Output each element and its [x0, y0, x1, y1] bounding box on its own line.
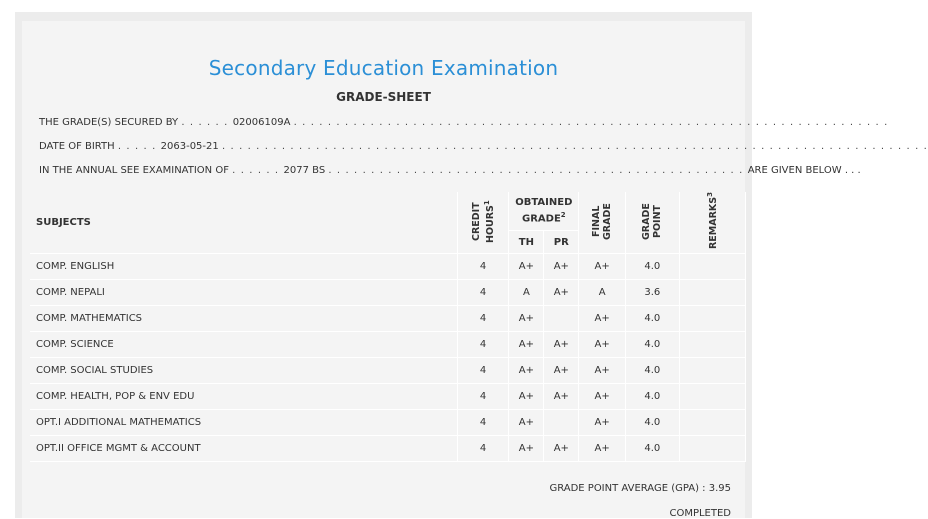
remarks-cell	[679, 436, 745, 462]
subject-cell: COMP. ENGLISH	[30, 254, 457, 280]
credit-cell: 4	[457, 384, 509, 410]
th-grade-cell: A+	[509, 410, 544, 436]
gpa-label: GRADE POINT AVERAGE (GPA) :	[549, 483, 706, 494]
remarks-cell	[679, 410, 745, 436]
subject-cell: COMP. HEALTH, POP & ENV EDU	[30, 384, 457, 410]
pr-grade-cell: A+	[544, 254, 579, 280]
remarks-cell	[679, 384, 745, 410]
th-header: TH	[509, 231, 544, 254]
pr-grade-cell: A+	[544, 358, 579, 384]
exam-line: IN THE ANNUAL SEE EXAMINATION OF . . . . . . 2077 BS . . . . . . . . . . . . . . . . . . . . . . . . . . . . . . . . . . . . . . . . . . . . . . . . . ARE GIVEN BELOW . . .	[39, 165, 861, 176]
credit-cell: 4	[457, 280, 509, 306]
th-grade-cell: A+	[509, 384, 544, 410]
remarks-cell	[679, 280, 745, 306]
page-subtitle: GRADE-SHEET	[336, 90, 431, 104]
remarks-cell	[679, 332, 745, 358]
grade-point-cell: 4.0	[625, 254, 679, 280]
grade-point-cell: 4.0	[625, 436, 679, 462]
dob-value: 2063-05-21	[160, 141, 219, 152]
pr-grade-cell	[544, 410, 579, 436]
subject-cell: COMP. SOCIAL STUDIES	[30, 358, 457, 384]
remarks-cell	[679, 254, 745, 280]
th-grade-cell: A+	[509, 436, 544, 462]
remarks-cell	[679, 306, 745, 332]
grade-point-cell: 4.0	[625, 384, 679, 410]
pr-grade-cell	[544, 306, 579, 332]
status-text: COMPLETED	[669, 508, 731, 519]
subject-cell: COMP. NEPALI	[30, 280, 457, 306]
subject-cell: OPT.II OFFICE MGMT & ACCOUNT	[30, 436, 457, 462]
credit-cell: 4	[457, 410, 509, 436]
subject-cell: COMP. SCIENCE	[30, 332, 457, 358]
page-title: Secondary Education Examination	[208, 56, 559, 80]
final-grade-cell: A+	[579, 332, 626, 358]
gpa-value: 3.95	[708, 483, 731, 494]
final-grade-cell: A+	[579, 384, 626, 410]
dob-label: DATE OF BIRTH	[39, 141, 115, 152]
final-grade-cell: A+	[579, 306, 626, 332]
final-grade-cell: A+	[579, 358, 626, 384]
final-grade-cell: A+	[579, 410, 626, 436]
grades-table	[30, 192, 746, 462]
remarks-header: REMARKS$^3$	[679, 192, 745, 254]
table-row	[30, 254, 746, 280]
subjects-header: SUBJECTS	[30, 192, 457, 254]
symbol-number-value: 02006109A	[232, 117, 291, 128]
credit-cell: 4	[457, 254, 509, 280]
pr-grade-cell: A+	[544, 384, 579, 410]
credit-cell: 4	[457, 436, 509, 462]
final-grade-cell: A	[579, 280, 626, 306]
symbol-number-label: THE GRADE(S) SECURED BY	[39, 117, 179, 128]
pr-grade-cell: A+	[544, 280, 579, 306]
pr-grade-cell: A+	[544, 332, 579, 358]
credit-cell: 4	[457, 306, 509, 332]
th-grade-cell: A+	[509, 254, 544, 280]
obtained-grade-header: OBTAINED GRADE$^2$	[509, 192, 579, 231]
grade-point-cell: 4.0	[625, 306, 679, 332]
subject-cell: OPT.I ADDITIONAL MATHEMATICS	[30, 410, 457, 436]
grade-point-cell: 3.6	[625, 280, 679, 306]
table-row	[30, 384, 746, 410]
grade-point-header: GRADE POINT	[625, 192, 679, 254]
exam-label: IN THE ANNUAL SEE EXAMINATION OF	[39, 165, 229, 176]
exam-suffix: ARE GIVEN BELOW . . .	[747, 165, 861, 176]
th-grade-cell: A+	[509, 332, 544, 358]
table-row	[30, 280, 746, 306]
th-grade-cell: A	[509, 280, 544, 306]
table-row	[30, 410, 746, 436]
grade-sheet-container	[15, 12, 928, 519]
final-grade-header: FINAL GRADE	[579, 192, 626, 254]
grade-point-cell: 4.0	[625, 410, 679, 436]
pr-header: PR	[544, 231, 579, 254]
exam-value: 2077 BS	[283, 165, 326, 176]
table-row	[30, 332, 746, 358]
table-row	[30, 358, 746, 384]
credit-hours-header: CREDIT HOURS$^1$	[457, 192, 509, 254]
table-row	[30, 306, 746, 332]
th-grade-cell: A+	[509, 306, 544, 332]
grade-point-cell: 4.0	[625, 332, 679, 358]
final-grade-cell: A+	[579, 436, 626, 462]
grade-sheet-panel	[22, 21, 928, 519]
credit-cell: 4	[457, 332, 509, 358]
subject-cell: COMP. MATHEMATICS	[30, 306, 457, 332]
date-of-birth-line: DATE OF BIRTH . . . . . 2063-05-21 . . . . . . . . . . . . . . . . . . . . . . . . . . . . . . . . . . . . . . . . . . . . . . . . . . . . . . . . . . . . . . . . . . . . . . . . . . . . . . . . . . .	[39, 141, 928, 152]
grade-point-cell: 4.0	[625, 358, 679, 384]
table-row	[30, 436, 746, 462]
pr-grade-cell: A+	[544, 436, 579, 462]
gpa-summary	[549, 483, 731, 494]
symbol-number-line: THE GRADE(S) SECURED BY . . . . . . 02006109A . . . . . . . . . . . . . . . . . . . . . . . . . . . . . . . . . . . . . . . . . . . . . . . . . . . . . . . . . . . . . . . . . . . . . .	[39, 117, 889, 128]
final-grade-cell: A+	[579, 254, 626, 280]
th-grade-cell: A+	[509, 358, 544, 384]
credit-cell: 4	[457, 358, 509, 384]
remarks-cell	[679, 358, 745, 384]
